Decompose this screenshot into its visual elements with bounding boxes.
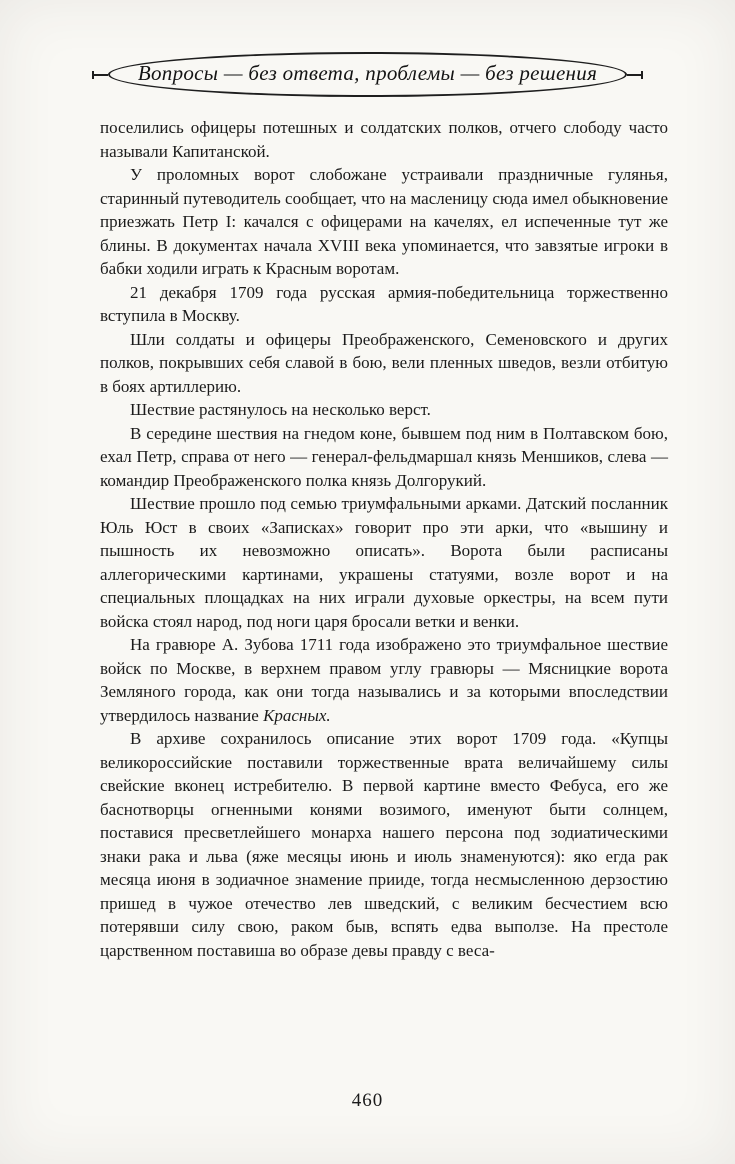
paragraph-6: В середине шествия на гнедом коне, бывшем под ним в Полтавском бою, ехал Петр, справа от него — генерал-фельдмаршал князь Меншиков, слева — командир Преображенского полка князь Долгорукий. <box>100 423 668 490</box>
ornament-right-line <box>627 74 642 76</box>
header-ornament <box>0 52 735 97</box>
paragraph-3: 21 декабря 1709 года русская армия-победительница торжественно вступила в Москву. <box>100 282 668 325</box>
paragraph-8-italic-word: Красных. <box>263 705 331 725</box>
chapter-title: Вопросы — без ответа, проблемы — без решения <box>137 61 598 85</box>
ornament-left-line <box>93 74 108 76</box>
paragraph-8-text: На гравюре А. Зубова 1711 года изображено это триумфальное шествие войск по Москве, в верхнем правом углу гравюры — Мясницкие ворота Земляного города, как они тогда назывались и за которыми впоследствии утвердилось название <box>100 635 668 725</box>
paragraph-5: Шествие растянулось на несколько верст. <box>130 400 431 419</box>
paragraph-7: Шествие прошло под семью триумфальными арками. Датский посланник Юль Юст в своих «Записках» говорит про эти арки, что «вышину и пышность их невозможно описать». Ворота были расписаны аллегорическими картинами, украшены статуями, возле ворот и на специальных площадках на них играли духовые оркестры, на всем пути войска стоял народ, под ноги царя бросали ветки и венки. <box>100 494 668 631</box>
paragraph-1: поселились офицеры потешных и солдатских полков, отчего слободу часто называли Капитанской. <box>100 118 668 161</box>
paragraph-4: Шли солдаты и офицеры Преображенского, Семеновского и других полков, покрывших себя славой в бою, вели пленных шведов, везли отбитую в боях артиллерию. <box>100 329 668 396</box>
paragraph-2: У проломных ворот слобожане устраивали праздничные гулянья, старинный путеводитель сообщает, что на масленицу сюда имел обыкновение приезжать Петр I: качался с офицерами на качелях, ел испеченные тут же блины. В документах начала XVIII века упоминается, что завзятые игроки в бабки ходили играть к Красным воротам. <box>100 165 668 278</box>
paragraph-8 <box>100 633 668 727</box>
chapter-header-frame <box>108 52 627 97</box>
page-text <box>100 116 668 962</box>
page-number: 460 <box>351 1090 384 1111</box>
paragraph-9: В архиве сохранилось описание этих ворот 1709 года. «Купцы великороссийские поставили торжественные врата величайшему силы свейские вконец истребителю. В первой картине вместо Фебуса, его же баснотворцы огненными конями возимого, именуют быти солнцем, поставися пресветлейшего монарха нашего персона под зодиатическими знаки рака и льва (яже месяцы июнь и июль знаменуются): яко егда рак месяца июня в зодиачное знамение прииде, тогда несмысленною дерзостию пришед в чужое отечество лев шведский, с великим бесчестием всю потерявши силу свою, раком быв, вспять едва выползе. На престоле царственном поставиша во образе девы правду с веса- <box>100 729 668 960</box>
